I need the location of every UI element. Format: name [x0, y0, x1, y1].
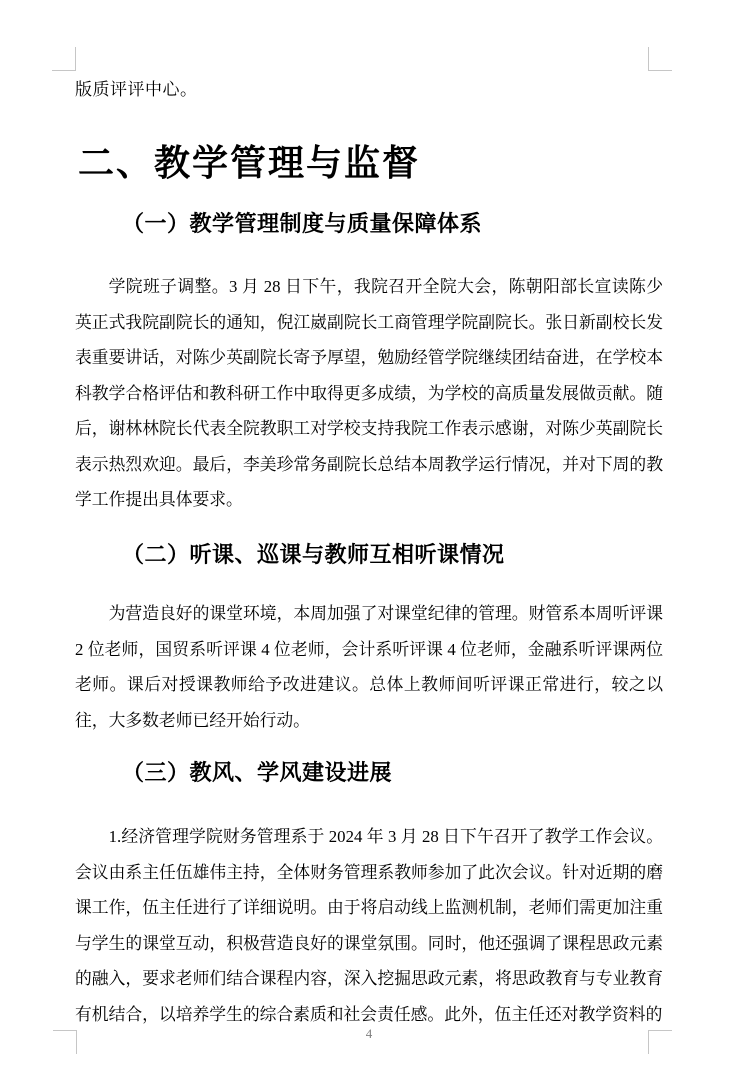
section-2-paragraph: 为营造良好的课堂环境，本周加强了对课堂纪律的管理。财管系本周听评课 2 位老师，国贸系听评课 4 位老师，会计系听评课 4 位老师，金融系听评课两位老师。课后对授课教师给予改进建议。总体上教师间听评课正常进行，较之以往，大多数老师已经开始行动。 [75, 604, 663, 730]
section-3-heading: （三）教风、学风建设进展 [122, 760, 393, 785]
crop-mark-top-left [52, 47, 76, 71]
leading-paragraph-fragment: 版质评评中心。 [75, 80, 198, 99]
section-1-paragraph: 学院班子调整。3 月 28 日下午，我院召开全院大会，陈朝阳部长宣读陈少英正式我院副院长的通知，倪江崴副院长工商管理学院副院长。张日新副校长发表重要讲话，对陈少英副院长寄予厚望，勉励经管学院继续团结奋进，在学校本科教学合格评估和教科研工作中取得更多成绩，为学校的高质量发展做贡献。随后，谢林林院长代表全院教职工对学校支持我院工作表示感谢，对陈少英副院长表示热烈欢迎。最后，李美珍常务副院长总结本周教学运行情况，并对下周的教学工作提出具体要求。 [75, 277, 663, 509]
page-number: 4 [365, 1026, 373, 1041]
section-2-heading: （二）听课、巡课与教师互相听课情况 [122, 542, 505, 567]
section-1-heading: （一）教学管理制度与质量保障体系 [122, 211, 483, 236]
section-3-paragraph: 1.经济管理学院财务管理系于 2024 年 3 月 28 日下午召开了教学工作会议。会议由系主任伍雄伟主持，全体财务管理系教师参加了此次会议。针对近期的磨课工作，伍主任进行了详细说明。由于将启动线上监测机制，老师们需更加注重与学生的课堂互动，积极营造良好的课堂氛围。同时，他还强调了课程思政元素的融入，要求老师们结合课程内容，深入挖掘思政元素，将思政教育与专业教育有机结合，以培养学生的综合素质和社会责任感。此外，伍主任还对教学资料的 [75, 827, 663, 1024]
crop-mark-top-right [648, 47, 672, 71]
main-heading: 二、教学管理与监督 [78, 142, 421, 183]
